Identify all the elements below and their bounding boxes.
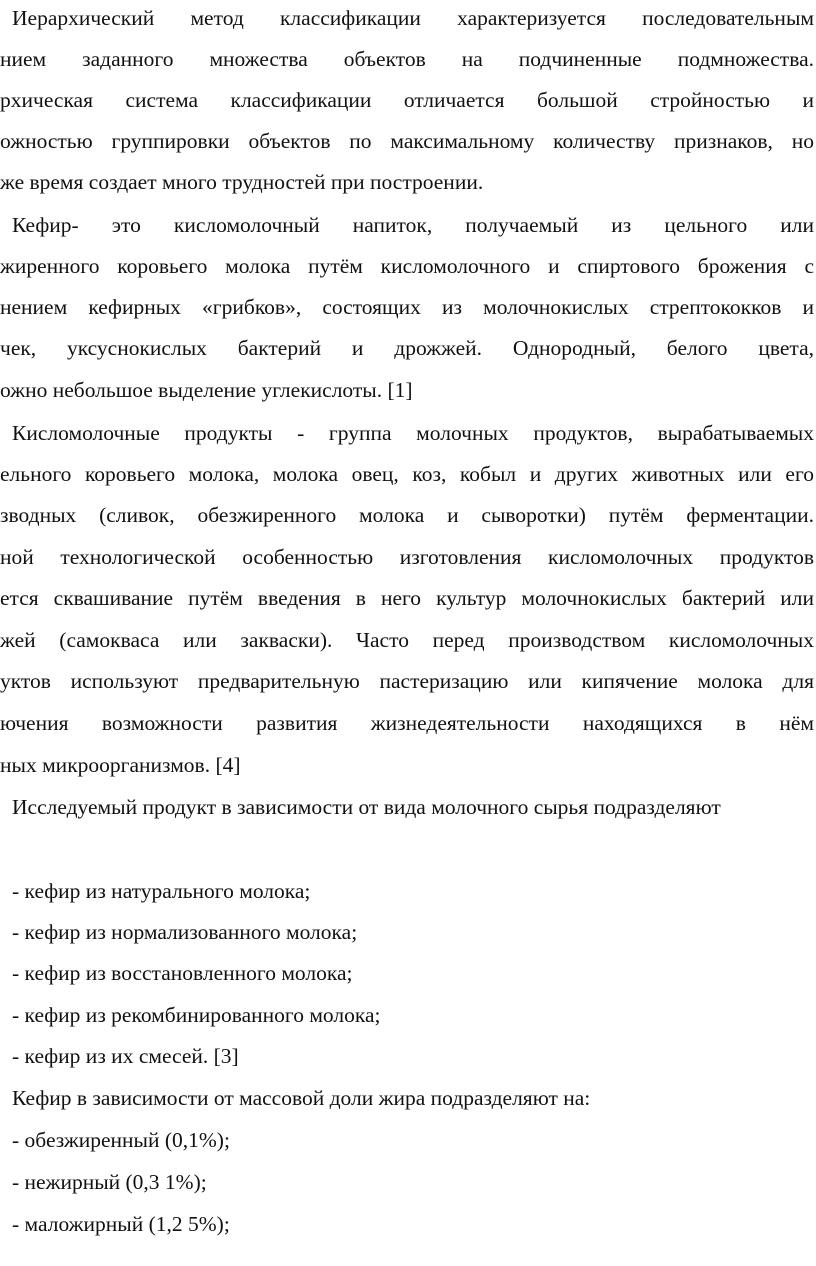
text-line: зводных (сливок, обезжиренного молока и сыворотки) путём ферментации. bbox=[0, 503, 814, 527]
text-line: же время создает много трудностей при построении. bbox=[0, 170, 484, 194]
list-item: - кефир из нормализованного молока; bbox=[12, 920, 358, 944]
text-line: Кефир- это кисломолочный напиток, получаемый из цельного или bbox=[12, 213, 814, 237]
text-line: нением кефирных «грибков», состоящих из молочнокислых стрептококков и bbox=[0, 295, 814, 319]
text-line: ется сквашивание путём введения в него культур молочнокислых бактерий или bbox=[0, 586, 814, 610]
list-item: - кефир из восстановленного молока; bbox=[12, 961, 353, 985]
text-line: Иерархический метод классификации характеризуется последовательным bbox=[12, 6, 814, 30]
list-item: - маложирный (1,2 5%); bbox=[12, 1212, 230, 1236]
text-line: ной технологической особенностью изготовления кисломолочных продуктов bbox=[0, 545, 814, 569]
list-item: - кефир из натурального молока; bbox=[12, 879, 311, 903]
text-line: уктов используют предварительную пастеризацию или кипячение молока для bbox=[0, 669, 814, 693]
text-line: ельного коровьего молока, молока овец, коз, кобыл и других животных или его bbox=[0, 462, 814, 486]
text-line: чек, уксуснокислых бактерий и дрожжей. Однородный, белого цвета, bbox=[0, 336, 814, 360]
list-item: - кефир из их смесей. [3] bbox=[12, 1044, 239, 1068]
list-item: - кефир из рекомбинированного молока; bbox=[12, 1003, 381, 1027]
text-line: ных микроорганизмов. [4] bbox=[0, 753, 241, 777]
list-item: - нежирный (0,3 1%); bbox=[12, 1170, 207, 1194]
text-line: рхическая система классификации отличается большой стройностью и bbox=[0, 88, 814, 112]
text-line: ожно небольшое выделение углекислоты. [1] bbox=[0, 378, 413, 402]
text-line: жиренного коровьего молока путём кисломолочного и спиртового брожения с bbox=[0, 254, 814, 278]
text-line: ючения возможности развития жизнедеятельности находящихся в нём bbox=[0, 711, 814, 735]
text-line: Кисломолочные продукты - группа молочных продуктов, вырабатываемых bbox=[12, 421, 814, 445]
list-item: - обезжиренный (0,1%); bbox=[12, 1128, 230, 1152]
text-line: ожностью группировки объектов по максимальному количеству признаков, но bbox=[0, 129, 814, 153]
text-line: нием заданного множества объектов на подчиненные подмножества. bbox=[0, 47, 814, 71]
text-line: Исследуемый продукт в зависимости от вида молочного сырья подразделяют bbox=[12, 795, 721, 819]
text-line: жей (самокваса или закваски). Часто перед производством кисломолочных bbox=[0, 628, 814, 652]
text-line: Кефир в зависимости от массовой доли жира подразделяют на: bbox=[12, 1086, 591, 1110]
